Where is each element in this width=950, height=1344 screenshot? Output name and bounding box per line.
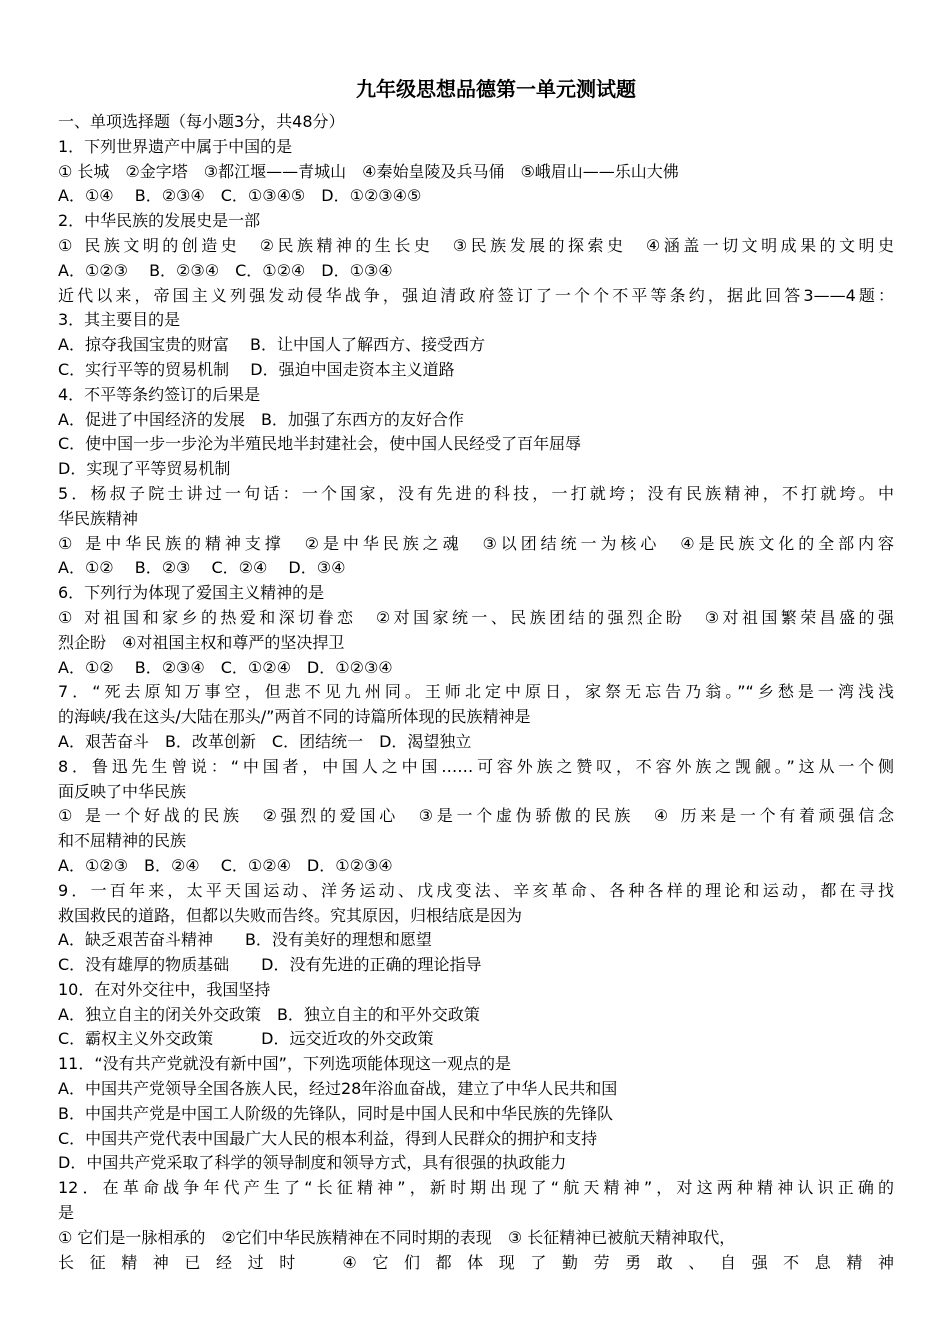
text-line: A．艰苦奋斗 B．改革创新 C．团结统一 D．渴望独立 (58, 731, 472, 751)
document-title: 九年级思想品德第一单元测试题 (356, 77, 636, 101)
text-line: D．实现了平等贸易机制 (58, 459, 231, 479)
text-line: 是 (58, 1203, 75, 1223)
text-line: 7．“死去原知万事空，但悲不见九州同。王师北定中原日，家祭无忘告乃翁。”“乡愁是一湾浅浅 (58, 682, 894, 702)
text-line: A．①④ B．②③④ C．①③④⑤ D．①②③④⑤ (58, 186, 422, 206)
text-line: 8．鲁迅先生曾说：“中国者，中国人之中国……可容外族之赞叹，不容外族之觊觎。”这从一个侧 (58, 756, 894, 776)
text-line: ① 长城 ②金字塔 ③都江堰——青城山 ④秦始皇陵及兵马俑 ⑤峨眉山——乐山大佛 (58, 161, 679, 181)
text-line: C．没有雄厚的物质基础 D．没有先进的正确的理论指导 (58, 955, 482, 975)
text-line: A．缺乏艰苦奋斗精神 B．没有美好的理想和愿望 (58, 930, 432, 950)
text-line: 近代以来，帝国主义列强发动侵华战争，强迫清政府签订了一个个不平等条约，据此回答3——4题： (58, 285, 894, 305)
text-line: 2．中华民族的发展史是一部 (58, 211, 261, 231)
text-line: 6．下列行为体现了爱国主义精神的是 (58, 583, 325, 603)
text-line: 救国救民的道路，但都以失败而告终。究其原因，归根结底是因为 (58, 905, 523, 925)
text-line: ① 是中华民族的精神支撑 ②是中华民族之魂 ③以团结统一为核心 ④是民族文化的全部内容 (58, 533, 894, 553)
text-line: 12．在革命战争年代产生了“长征精神”，新时期出现了“航天精神”，对这两种精神认识正确的 (58, 1178, 894, 1198)
text-line: A．①②③ B．②③④ C．①②④ D．①③④ (58, 260, 393, 280)
text-line: 面反映了中华民族 (58, 781, 187, 801)
text-line: 3．其主要目的是 (58, 310, 181, 330)
text-line: ① 对祖国和家乡的热爱和深切眷恋 ②对国家统一、民族团结的强烈企盼 ③对祖国繁荣昌盛的强 (58, 607, 894, 627)
document-body (58, 110, 894, 1275)
text-line: A．①② B．②③④ C．①②④ D．①②③④ (58, 657, 393, 677)
text-line: A．独立自主的闭关外交政策 B．独立自主的和平外交政策 (58, 1004, 480, 1024)
text-line: D．中国共产党采取了科学的领导制度和领导方式，具有很强的执政能力 (58, 1153, 567, 1173)
text-line: A．掠夺我国宝贵的财富 B．让中国人了解西方、接受西方 (58, 335, 486, 355)
text-line: 5．杨叔子院士讲过一句话：一个国家，没有先进的科技，一打就垮；没有民族精神，不打就垮。中 (58, 483, 894, 503)
text-line: A．①② B．②③ C．②④ D．③④ (58, 558, 346, 578)
text-line: B．中国共产党是中国工人阶级的先锋队，同时是中国人民和中华民族的先锋队 (58, 1103, 613, 1123)
text-line: 和不屈精神的民族 (58, 831, 187, 851)
text-line: 4．不平等条约签订的后果是 (58, 384, 261, 404)
text-line: ① 它们是一脉相承的 ②它们中华民族精神在不同时期的表现 ③ 长征精神已被航天精神取代， (58, 1227, 736, 1247)
text-line: ① 民族文明的创造史 ②民族精神的生长史 ③民族发展的探索史 ④涵盖一切文明成果的文明史 (58, 235, 894, 255)
text-line: C．实行平等的贸易机制 D．强迫中国走资本主义道路 (58, 359, 455, 379)
text-line: A．中国共产党领导全国各族人民，经过28年浴血奋战，建立了中华人民共和国 (58, 1079, 618, 1099)
text-line: 一、单项选择题（每小题3分，共48分） (58, 112, 345, 131)
text-line: 11．“没有共产党就没有新中国”，下列选项能体现这一观点的是 (58, 1054, 511, 1074)
text-line: C．使中国一步一步沦为半殖民地半封建社会，使中国人民经受了百年屈辱 (58, 434, 582, 454)
text-line: C．霸权主义外交政策 D．远交近攻的外交政策 (58, 1029, 434, 1049)
text-line: 烈企盼 ④对祖国主权和尊严的坚决捍卫 (58, 632, 345, 652)
text-line: ① 是一个好战的民族 ②强烈的爱国心 ③是一个虚伪骄傲的民族 ④ 历来是一个有着顽强信念 (58, 806, 894, 826)
text-line: A．①②③ B．②④ C．①②④ D．①②③④ (58, 855, 393, 875)
text-line: 1．下列世界遗产中属于中国的是 (58, 136, 293, 156)
text-line: C．中国共产党代表中国最广大人民的根本利益，得到人民群众的拥护和支持 (58, 1128, 598, 1148)
text-line: 10．在对外交往中，我国坚持 (58, 979, 271, 999)
document-page (58, 72, 894, 1275)
text-line: 的海峡/我在这头/大陆在那头/”两首不同的诗篇所体现的民族精神是 (58, 707, 531, 727)
text-line: 华民族精神 (58, 508, 139, 528)
text-line: 9．一百年来，太平天国运动、洋务运动、戊戌变法、辛亥革命、各种各样的理论和运动，都在寻找 (58, 880, 894, 900)
text-line: 长征精神已经过时 ④它们都体现了勤劳勇敢、自强不息精神 (58, 1252, 894, 1272)
text-line: A．促进了中国经济的发展 B．加强了东西方的友好合作 (58, 409, 464, 429)
